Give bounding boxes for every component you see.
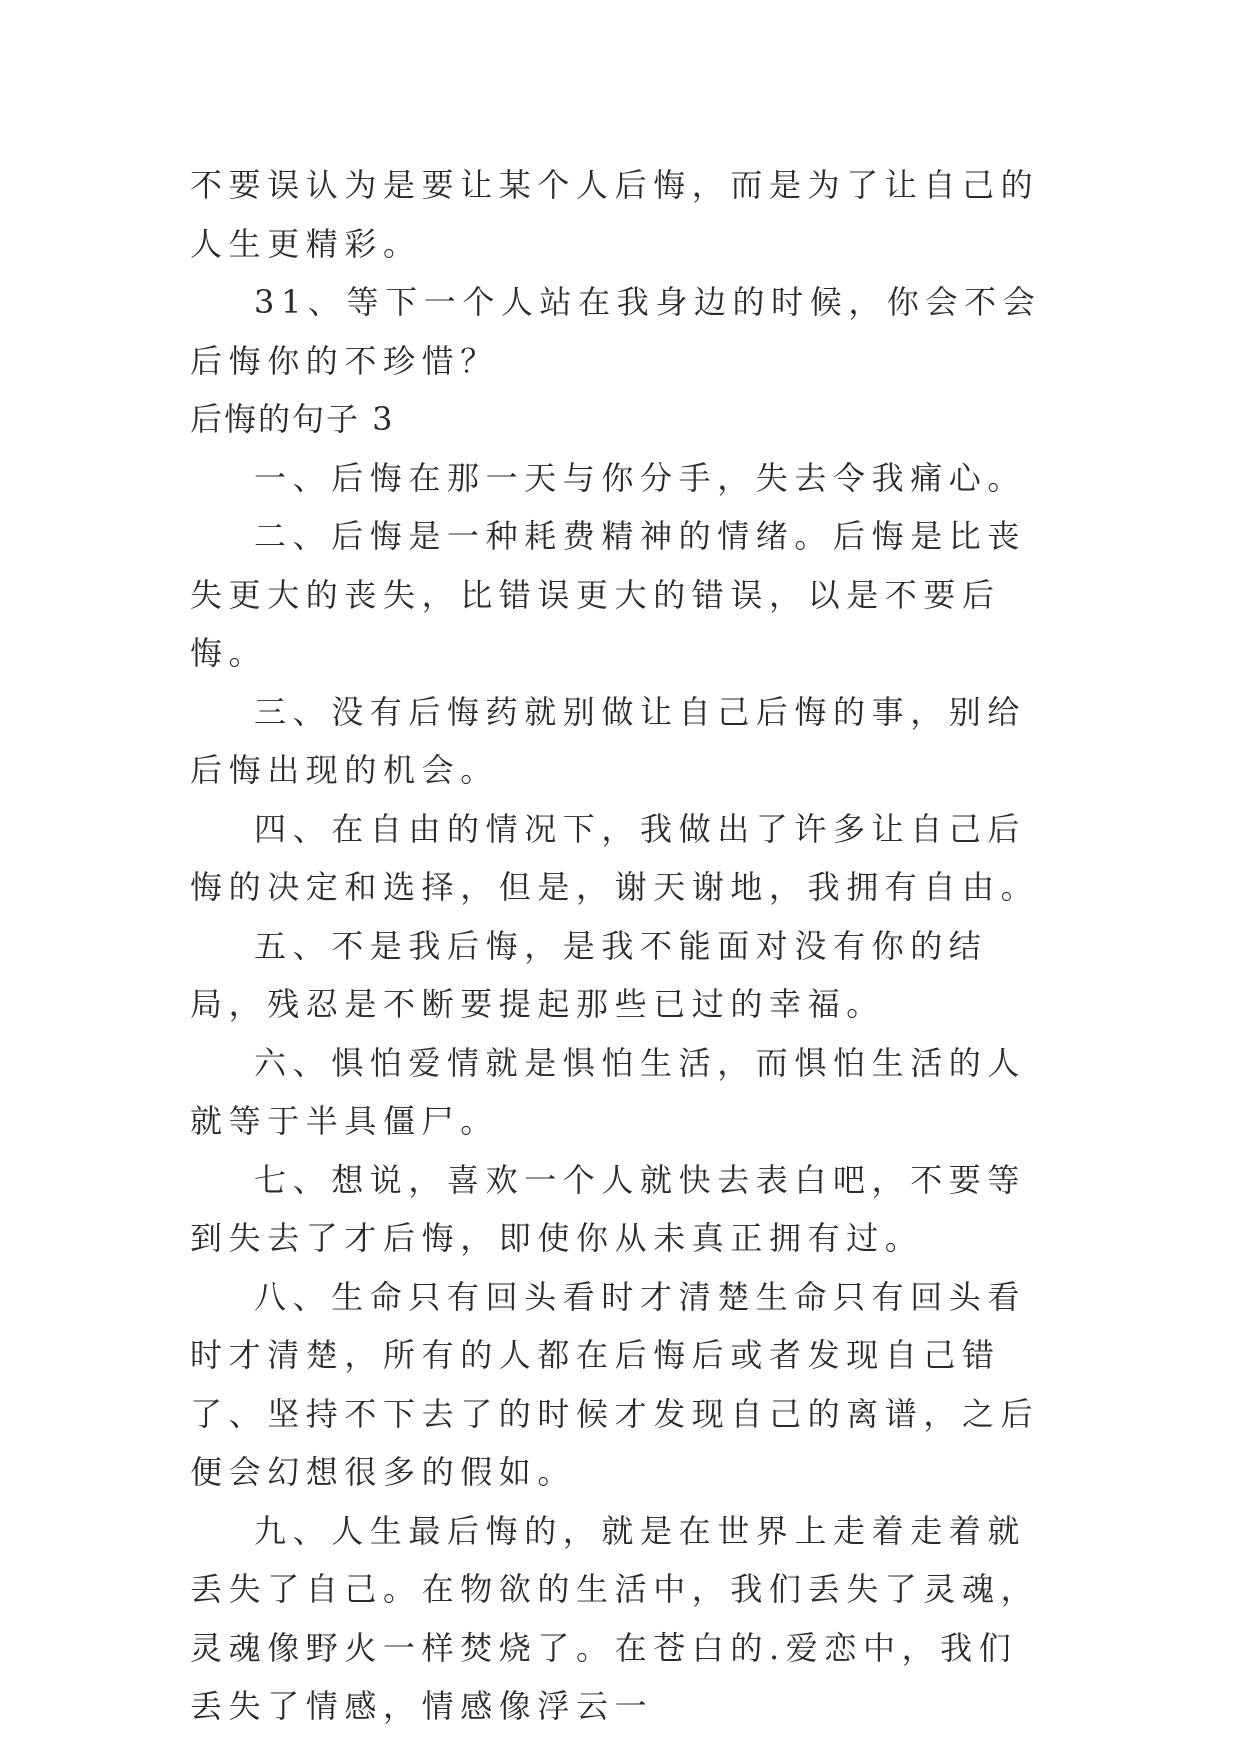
paragraph: 六、惧怕爱情就是惧怕生活，而惧怕生活的人就等于半具僵尸。 (190, 1043, 1027, 1140)
paragraph: 31、等下一个人站在我身边的时候，你会不会后悔你的不珍惜？ (190, 283, 1042, 380)
section-heading: 后悔的句子 3 (190, 400, 395, 438)
paragraph: 不要误认为是要让某个人后悔，而是为了让自己的人生更精彩。 (190, 166, 1040, 263)
document-body (190, 156, 1046, 1736)
paragraph: 八、生命只有回头看时才清楚生命只有回头看时才清楚，所有的人都在后悔后或者发现自己错了、坚持不下去了的时候才发现自己的离谱，之后便会幻想很多的假如。 (190, 1277, 1040, 1491)
paragraph: 一、后悔在那一天与你分手，失去令我痛心。 (254, 458, 1027, 497)
paragraph: 七、想说，喜欢一个人就快去表白吧，不要等到失去了才后悔，即使你从未真正拥有过。 (190, 1160, 1027, 1257)
paragraph: 五、不是我后悔，是我不能面对没有你的结局，残忍是不断要提起那些已过的幸福。 (190, 926, 988, 1023)
paragraph: 四、在自由的情况下，我做出了许多让自己后悔的决定和选择，但是，谢天谢地，我拥有自由。 (190, 809, 1040, 906)
paragraph: 二、后悔是一种耗费精神的情绪。后悔是比丧失更大的丧失，比错误更大的错误，以是不要后悔。 (190, 517, 1027, 672)
paragraph: 九、人生最后悔的，就是在世界上走着走着就丢失了自己。在物欲的生活中，我们丢失了灵魂，灵魂像野火一样焚烧了。在苍白的.爱恋中，我们丢失了情感，情感像浮云一 (190, 1511, 1040, 1725)
paragraph: 三、没有后悔药就别做让自己后悔的事，别给后悔出现的机会。 (190, 692, 1027, 789)
